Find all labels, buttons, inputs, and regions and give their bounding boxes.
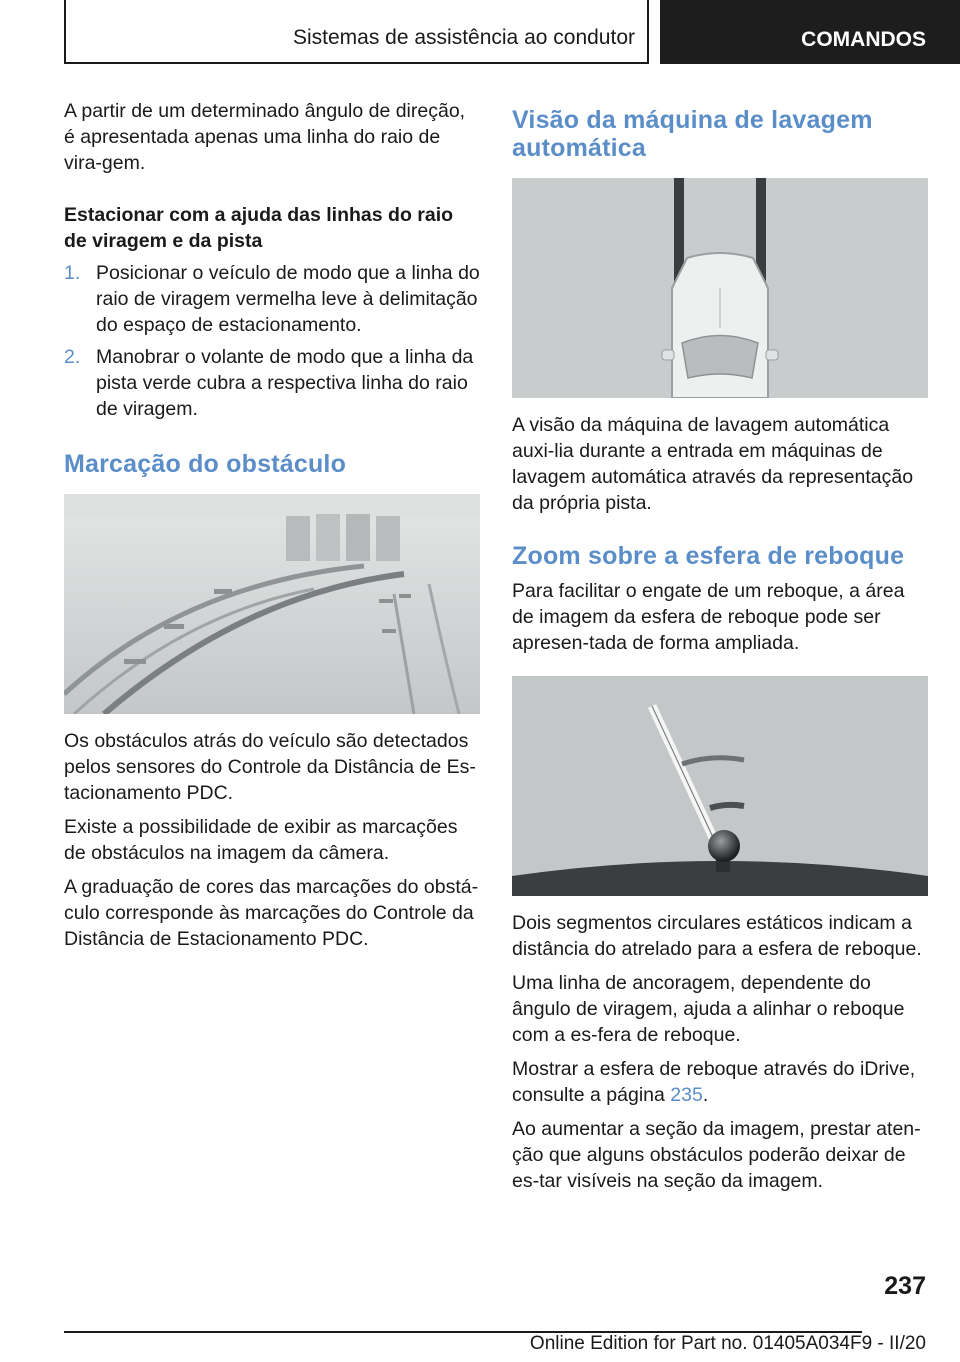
page-reference-link[interactable]: 235 <box>670 1084 703 1106</box>
step-number: 1. <box>64 262 81 284</box>
list-item <box>64 260 480 338</box>
idrive-text: Mostrar a esfera de reboque através do iDrive, consulte a página <box>512 1058 916 1106</box>
obstacle-paragraph: Existe a possibilidade de exibir as marcações de obstáculos na imagem da câmera. <box>64 816 458 864</box>
carwash-paragraph: A visão da máquina de lavagem automática auxi-lia durante a entrada em máquinas de lavagem automática através da representação da própria pista. <box>512 414 914 514</box>
obstacle-marking-figure <box>64 494 480 714</box>
tow-ball-zoom-figure <box>512 676 928 896</box>
chapter-title: COMANDOS <box>801 28 926 51</box>
idrive-end: . <box>702 1084 709 1106</box>
header-section-title <box>64 0 649 64</box>
zoom-paragraph: Dois segmentos circulares estáticos indicam a distância do atrelado para a esfera de reboque. <box>512 912 922 960</box>
page-number: 237 <box>884 1272 926 1300</box>
carwash-view-figure <box>512 178 928 398</box>
zoom-intro-paragraph: Para facilitar o engate de um reboque, a área de imagem da esfera de reboque pode ser apresen-tada de forma ampliada. <box>512 580 905 654</box>
section-title: Sistemas de assistência ao condutor <box>292 26 635 49</box>
zoom-paragraph: Uma linha de ancoragem, dependente do ângulo de viragem, ajuda a alinhar o reboque com a es-fera de reboque. <box>512 972 905 1046</box>
final-paragraph: Ao aumentar a seção da imagem, prestar aten-ção que alguns obstáculos poderão deixar de es-tar visíveis na seção da imagem. <box>512 1118 921 1192</box>
list-item <box>64 344 480 422</box>
footer-edition: Online Edition for Part no. 01405A034F9 - II/20 <box>529 1333 926 1354</box>
idrive-paragraph <box>512 1056 928 1108</box>
obstacle-heading: Marcação do obstáculo <box>64 450 347 478</box>
parking-subheading: Estacionar com a ajuda das linhas do raio de viragem e da pista <box>64 204 454 252</box>
parking-steps-list <box>64 260 480 422</box>
right-column <box>512 98 928 1202</box>
header-chapter-tab <box>660 0 960 64</box>
step-text: Manobrar o volante de modo que a linha da pista verde cubra a respectiva linha do raio de viragem. <box>96 346 474 420</box>
obstacle-paragraph: A graduação de cores das marcações do obstá-culo corresponde às marcações do Controle da Distância de Estacionamento PDC. <box>64 876 479 950</box>
step-number: 2. <box>64 346 81 368</box>
obstacle-paragraph: Os obstáculos atrás do veículo são detectados pelos sensores do Controle da Distância de Es-tacionamento PDC. <box>64 730 476 804</box>
zoom-heading: Zoom sobre a esfera de reboque <box>512 542 905 570</box>
step-text: Posicionar o veículo de modo que a linha do raio de viragem vermelha leve à delimitação do espaço de estacionamento. <box>96 262 480 336</box>
carwash-heading: Visão da máquina de lavagem automática <box>512 106 873 162</box>
left-column <box>64 98 480 960</box>
intro-paragraph: A partir de um determinado ângulo de direção, é apresentada apenas uma linha do raio de vira-gem. <box>64 100 466 174</box>
